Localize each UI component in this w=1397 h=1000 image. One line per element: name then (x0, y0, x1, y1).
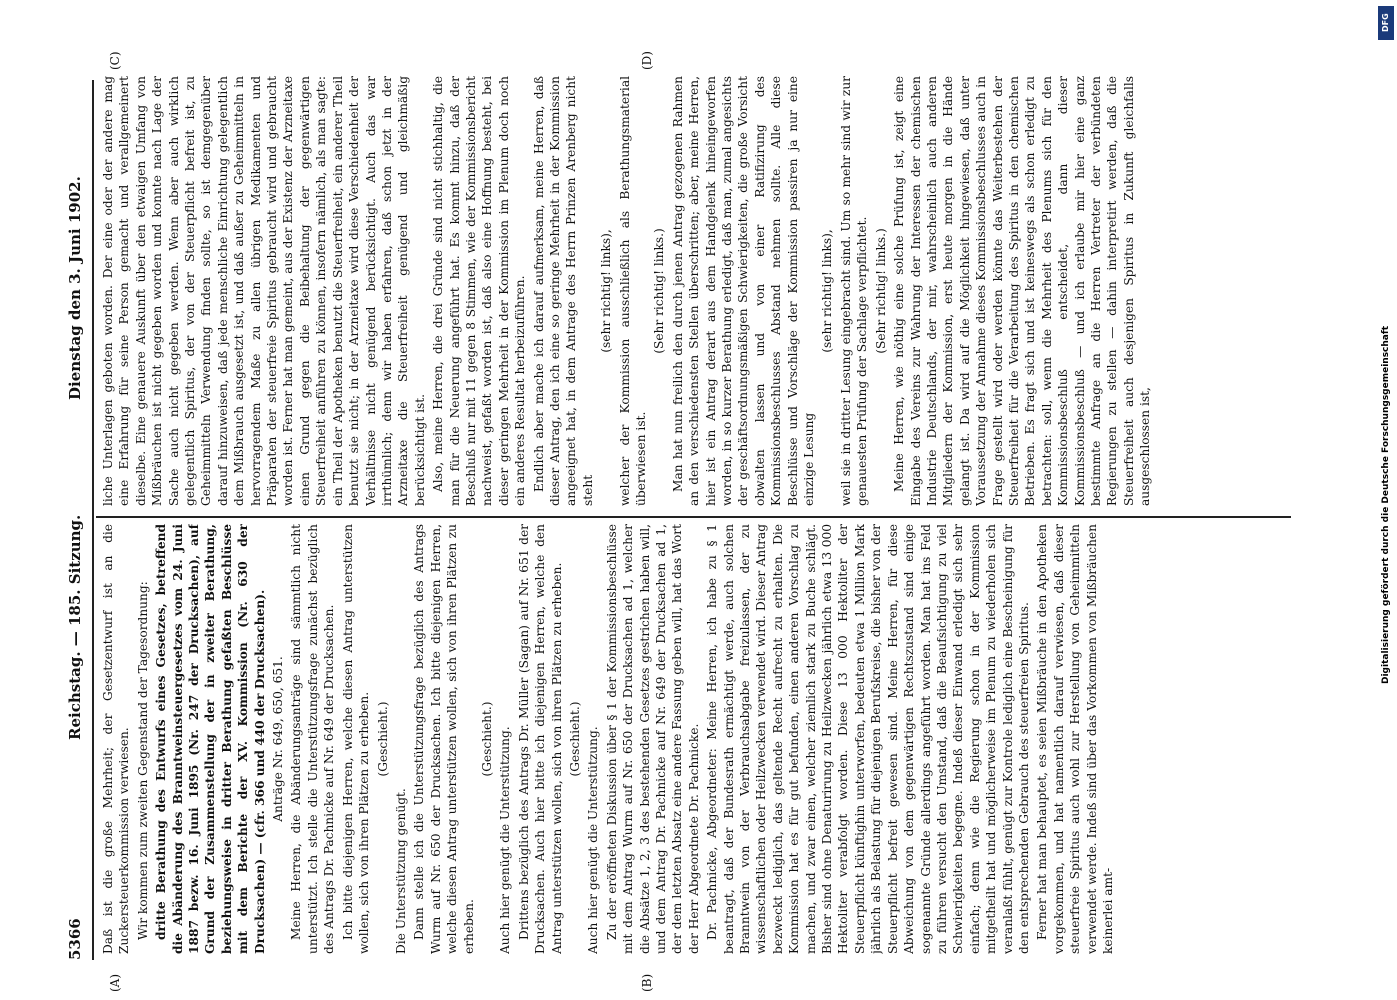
paragraph: Zu der eröffneten Diskussion über § 1 der Kommissionsbeschlüsse mit dem Antrag Wurm auf Nr. 650 der Drucksachen ad 1, welcher die Absätze 1, 2, 3 des bestehenden Gesetzes gestrichen haben will, und dem Antrag Dr. Pachnicke auf Nr. 649 der Drucksachen ad 1, der dem letzten Absatz eine andere Fassung geben will, hat das Wort der Herr Abgeordnete Dr. Pachnicke. (604, 524, 701, 954)
paragraph: Endlich aber mache ich darauf aufmerksam, meine Herren, daß dieser Antrag, den ich eine so geringe Mehrheit in der Kommission angeeignet hat, in dem Antrage des Herrn Prinzen Arenberg nicht steht (531, 76, 595, 506)
margin-mark-d: (D) (640, 51, 654, 70)
header-right-title: Dienstag den 3. Juni 1902. (66, 176, 84, 400)
paragraph: Also, meine Herren, die drei Gründe sind nicht stichhaltig, die man für die Neuerung angeführt hat. Es kommt hinzu, daß der Beschluß nur mit 11 gegen 8 Stimmen, wie der Kommissionsbericht nachweist, gefaßt worden ist, daß also eine Hoffnung besteht, bei dieser geringen Mehrheit in der Kommission im Plenum doch noch ein anderes Resultat herbeizuführen. (431, 76, 528, 506)
paragraph: liche Unterlagen geboten worden. Der eine oder der andere mag eine Erfahrung für seine Person gemacht und verallgemeinert dieselbe. Eine genauere Auskunft über den etwaigen Umfang von Mißbräuchen ist nicht gegeben worden und konnte nach Lage der Sache auch nicht gegeben werden. Wenn aber auch wirklich gelegentlich Spiritus, der von der Steuerpflicht befreit ist, zu Geheimmitteln Verwendung finden sollte, so ist demgegenüber darauf hinzuweisen, daß jede menschliche Einrichtung gelegentlich dem Mißbrauch ausgesetzt ist, und daß außer zu Geheimmitteln in hervorragendem Maße zu allen übrigen Medikamenten und Präparaten der steuerfreie Spiritus gebraucht wird und gebraucht worden ist. Ferner hat man gemeint, aus der Existenz der Arzneitaxe einen Grund gegen die Beibehaltung der gegenwärtigen Steuerfreiheit anführen zu können, insofern nämlich, als man sagte: ein Theil der Apotheken benutzt die Steuerfreiheit, ein anderer Theil benutzt sie nicht; in der Arzneitaxe wird diese Verschiedenheit der Verhältnisse nicht genügend berücksichtigt. Auch das war irrthümlich; denn wir haben erfahren, daß schon jetzt in der Arzneitaxe die Steuerfreiheit genügend und gleichmäßig berücksichtigt ist. (101, 76, 427, 506)
paragraph: (Geschieht.) (567, 701, 582, 777)
paragraph: Meine Herren, wie nöthig eine solche Prüfung ist, zeigt eine Eingabe des Vereins zur Wahrung der Interessen der chemischen Industrie Deutschlands, der mir, wahrscheinlich auch anderen Mitgliedern der Kommission, erst heute morgen in die Hände gelangt ist. Da wird auf die Möglichkeit hingewiesen, daß unter Voraussetzung der Annahme dieses Kommissionsbeschlusses auch in Frage gestellt wird oder werden könnte das Weiterbestehen der Steuerfreiheit für die Verarbeitung des Spiritus in den chemischen Betrieben. Es fragt sich und ist keineswegs als schon erledigt zu betrachten: soll, wenn die Mehrheit des Plenums sich für den Kommissionsbeschluß entscheidet, dann dieser Kommissionsbeschluß — und ich erlaube mir hier eine ganz bestimmte Anfrage an die Herren Vertreter der verbündeten Regierungen zu stellen — dahin interpretirt werden, daß die Steuerfreiheit auch desjenigen Spiritus in Zukunft gleichfalls ausgeschlossen ist, (892, 76, 1153, 506)
paragraph: (Geschieht.) (479, 701, 494, 777)
paragraph: Drittens bezüglich des Antrags Dr. Müller (Sagan) auf Nr. 651 der Drucksachen. Auch hier bitte ich diejenigen Herren, welche den Antrag unterstützen wollen, sich von ihren Plätzen zu erheben. (516, 524, 564, 954)
header-left-title: Reichstag. — 185. Sitzung. (66, 514, 84, 740)
sidebar-strip (1378, 6, 1394, 996)
paragraph: Daß ist die große Mehrheit; der Gesetzentwurf ist an die Zuckersteuerkommission verwiesen. (101, 524, 132, 954)
paragraph: Wir kommen zum zweiten Gegenstand der Tagesordnung: (135, 581, 150, 940)
paragraph: Die Unterstützung genügt. (393, 788, 408, 954)
paragraph: Ich bitte diejenigen Herren, welche diesen Antrag unterstützen wollen, sich von ihren Plätzen zu erheben. (340, 524, 372, 954)
page-header (66, 60, 90, 960)
paragraph: (Sehr richtig! links.) (652, 228, 667, 354)
paragraph: weil sie in dritter Lesung eingebracht sind. Um so mehr sind wir zur genauesten Prüfung der Sachlage verpflichtet. (838, 76, 870, 506)
paragraph: Auch hier genügt die Unterstützung. (498, 726, 513, 954)
paragraph: (Sehr richtig! links.) (873, 228, 888, 354)
margin-mark-a: (A) (108, 973, 122, 992)
agenda-item: dritte Berathung des Entwurfs eines Gesetzes, betreffend die Abänderung des Branntweinsteuergesetzes vom 24. Juni 1887 bezw. 16. Juni 1895 (Nr. 247 der Drucksachen), auf Grund der Zusammenstellung der in zweiter Berathung, beziehungsweise in dritter Berathung gefaßten Beschlüsse mit dem Berichte der XV. Kommission (Nr. 630 der Drucksachen) — (cfr. 366 und 440 der Drucksachen). (154, 524, 267, 954)
paragraph: welcher der Kommission ausschließlich als Berathungsmaterial überwiesen ist. (617, 76, 648, 506)
paragraph: Meine Herren, die Abänderungsanträge sind sämmtlich nicht unterstützt. Ich stelle die Unterstützungsfrage zunächst bezüglich des Antrags Dr. Pachnicke auf Nr. 649 der Drucksachen. (289, 524, 337, 954)
dfg-logo: DFG (1378, 6, 1394, 40)
text-column-right (100, 76, 1290, 506)
paragraph: (sehr richtig! links), (820, 229, 835, 353)
paragraph: Ferner hat man behauptet, es seien Mißbräuche in den Apotheken vorgekommen, und hat namentlich darauf verwiesen, daß dieser steuerfreie Spiritus auch wohl zur Herstellung von Geheimmitteln verwendet werde. Indeß sind über das Vorkommen von Mißbräuchen keinerlei amt- (1035, 524, 1115, 954)
text-column-left (100, 524, 1290, 954)
header-rule (92, 80, 94, 960)
paragraph: Auch hier genügt die Unterstützung. (586, 726, 601, 954)
digitization-credit: Digitalisierung gefördert durch die Deutsche Forschungsgemeinschaft (1381, 325, 1391, 684)
margin-mark-b: (B) (640, 973, 654, 992)
paragraph: Man hat nun freilich den durch jenen Antrag gezogenen Rahmen an den verschiedensten Stellen überschritten; aber, meine Herren, hier ist ein Antrag derart aus dem Handgelenk hineingeworfen worden, in so kurzer Berathung erledigt, daß man, zumal angesichts der geschäftsordnungsmäßigen Schwierigkeiten, die große Vorsicht obwalten lassen und von einer Ratifizirung des Kommissionsbeschlusses Abstand nehmen sollte. Alle diese Beschlüsse und Vorschläge der Kommission passiren ja nur eine einzige Lesung (670, 76, 817, 506)
paragraph: Anträge Nr. 649, 650, 651. (271, 656, 286, 822)
paragraph: (sehr richtig! links), (599, 229, 614, 353)
margin-mark-c: (C) (108, 51, 122, 70)
paragraph: Dr. Pachnicke, Abgeordneter: Meine Herren, ich habe zu § 1 beantragt, daß der Bundesrath ermächtigt werde, auch solchen Branntwein von der Verbrauchsabgabe freizulassen, der zu wissenschaftlichen oder Heilzwecken verwendet wird. Dieser Antrag bezweckt lediglich, das geltende Recht aufrecht zu erhalten. Die Kommission hat es für gut befunden, einen anderen Vorschlag zu machen, und zwar einen, welcher ziemlich stark zu Buche schlägt. Bisher sind ohne Denaturirung zu Heilzwecken jährlich etwa 13 000 Hektoliter verabfolgt worden. Diese 13 000 Hektoliter der Steuerpflicht künftighin unterworfen, bedeuten etwa 1 Million Mark jährlich als Belastung für diejenigen Berufskreise, die bisher von der Steuerpflicht befreit gewesen sind. Meine Herren, für diese Abweichung von dem gegenwärtigen Rechtszustand sind einige sogenannte Gründe allerdings angeführt worden. Man hat ins Feld zu führen versucht den Umstand, daß die Beaufsichtigung zu viel Schwierigkeiten begegne. Indeß dieser Einwand erledigt sich sehr einfach; denn wie die Regierung schon in der Kommission mitgetheilt hat und möglicherweise im Plenum zu wiederholen sich veranlaßt fühlt, genügt zur Kontrole lediglich eine Bescheinigung für den entsprechenden Gebrauch des steuerfreien Spiritus. (705, 524, 1031, 954)
paragraph: Dann stelle ich die Unterstützungsfrage bezüglich des Antrags Wurm auf Nr. 650 der Drucksachen. Ich bitte diejenigen Herren, welche diesen Antrag unterstützen wollen, sich von ihren Plätzen zu erheben. (412, 524, 476, 954)
page-number: 5366 (66, 918, 84, 960)
column-divider (96, 516, 1291, 518)
paragraph: (Geschieht.) (375, 701, 390, 777)
